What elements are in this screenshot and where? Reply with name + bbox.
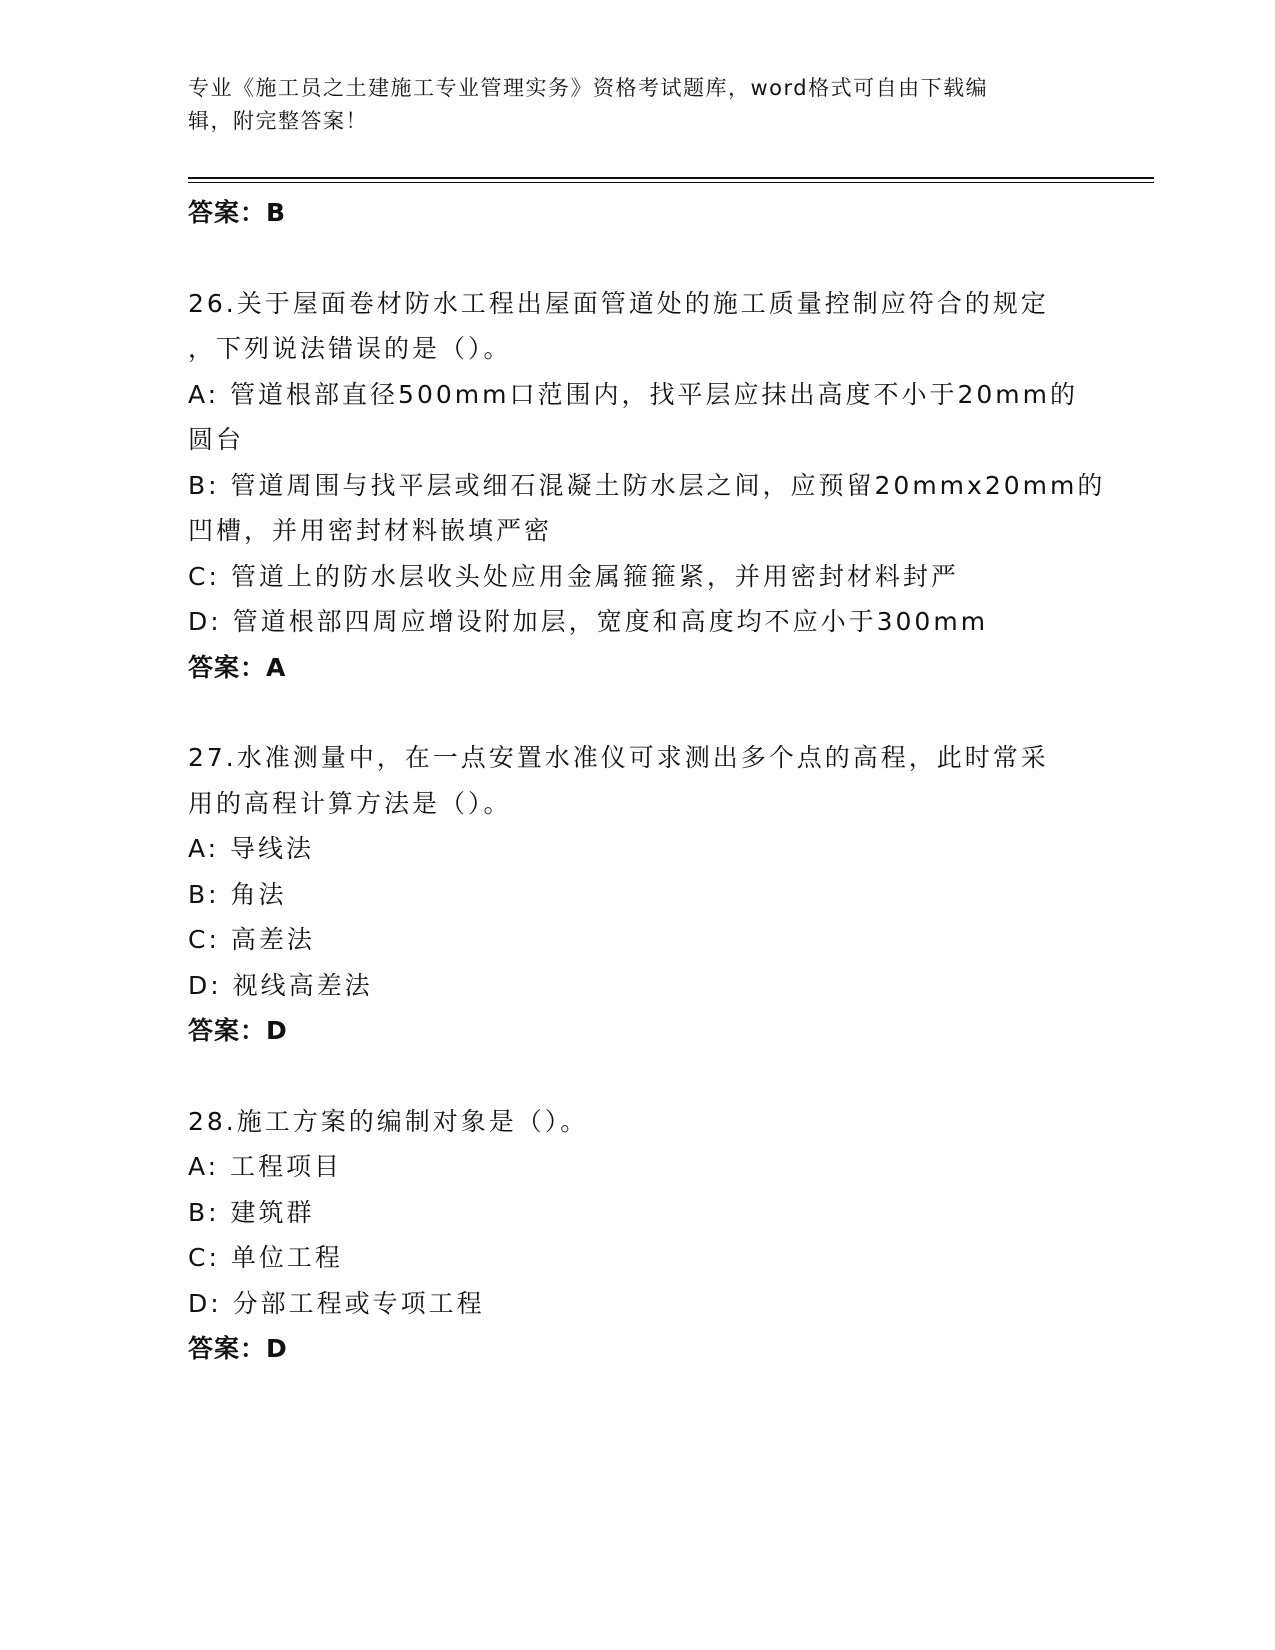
option-a: A: 工程项目: [188, 1152, 343, 1181]
option-b: B: 角法: [188, 879, 287, 909]
question-stem: 26.关于屋面卷材防水工程出屋面管道处的施工质量控制应符合的规定: [188, 288, 1049, 318]
option-b: B: 管道周围与找平层或细石混凝土防水层之间，应预留20mmx20mm的: [188, 470, 1106, 500]
option-c: C: 管道上的防水层收头处应用金属箍箍紧，并用密封材料封严: [188, 561, 959, 591]
question-stem: 用的高程计算方法是（）。: [188, 788, 512, 818]
spacer: [188, 690, 1088, 735]
question-stem: ，下列说法错误的是（）。: [188, 334, 512, 363]
question-block: [188, 735, 1088, 1054]
previous-answer: 答案：B: [188, 198, 287, 227]
question-block: [188, 281, 1106, 691]
option-b: B: 建筑群: [188, 1197, 315, 1227]
header-divider-thin: [188, 182, 1154, 183]
header-line-2: 辑，附完整答案！: [188, 109, 368, 133]
answer-label: 答案：A: [188, 652, 287, 682]
option-b-continued: 凹槽，并用密封材料嵌填严密: [188, 516, 553, 545]
spacer: [188, 1054, 1088, 1099]
option-c: C: 单位工程: [188, 1243, 343, 1272]
answer-label: 答案：D: [188, 1016, 288, 1045]
option-a: A: 管道根部直径500mm口范围内，找平层应抹出高度不小于20mm的: [188, 379, 1078, 409]
option-c: C: 高差法: [188, 925, 315, 954]
option-d: D: 管道根部四周应增设附加层，宽度和高度均不应小于300mm: [188, 607, 989, 636]
answer-label: 答案：D: [188, 1334, 288, 1363]
question-stem: 27.水准测量中，在一点安置水准仪可求测出多个点的高程，此时常采: [188, 743, 1049, 772]
page-header: [188, 72, 1088, 138]
option-d: D: 分部工程或专项工程: [188, 1288, 485, 1318]
question-block: [188, 1099, 1088, 1372]
header-divider-thick: [188, 177, 1154, 179]
option-d: D: 视线高差法: [188, 970, 373, 1000]
question-stem: 28.施工方案的编制对象是（）。: [188, 1106, 589, 1136]
question-list: [188, 190, 1106, 1372]
spacer: [188, 236, 1088, 281]
header-line-1: 专业《施工员之土建施工专业管理实务》资格考试题库，word格式可自由下载编: [188, 76, 989, 100]
option-a-continued: 圆台: [188, 425, 245, 454]
option-a: A: 导线法: [188, 834, 315, 863]
